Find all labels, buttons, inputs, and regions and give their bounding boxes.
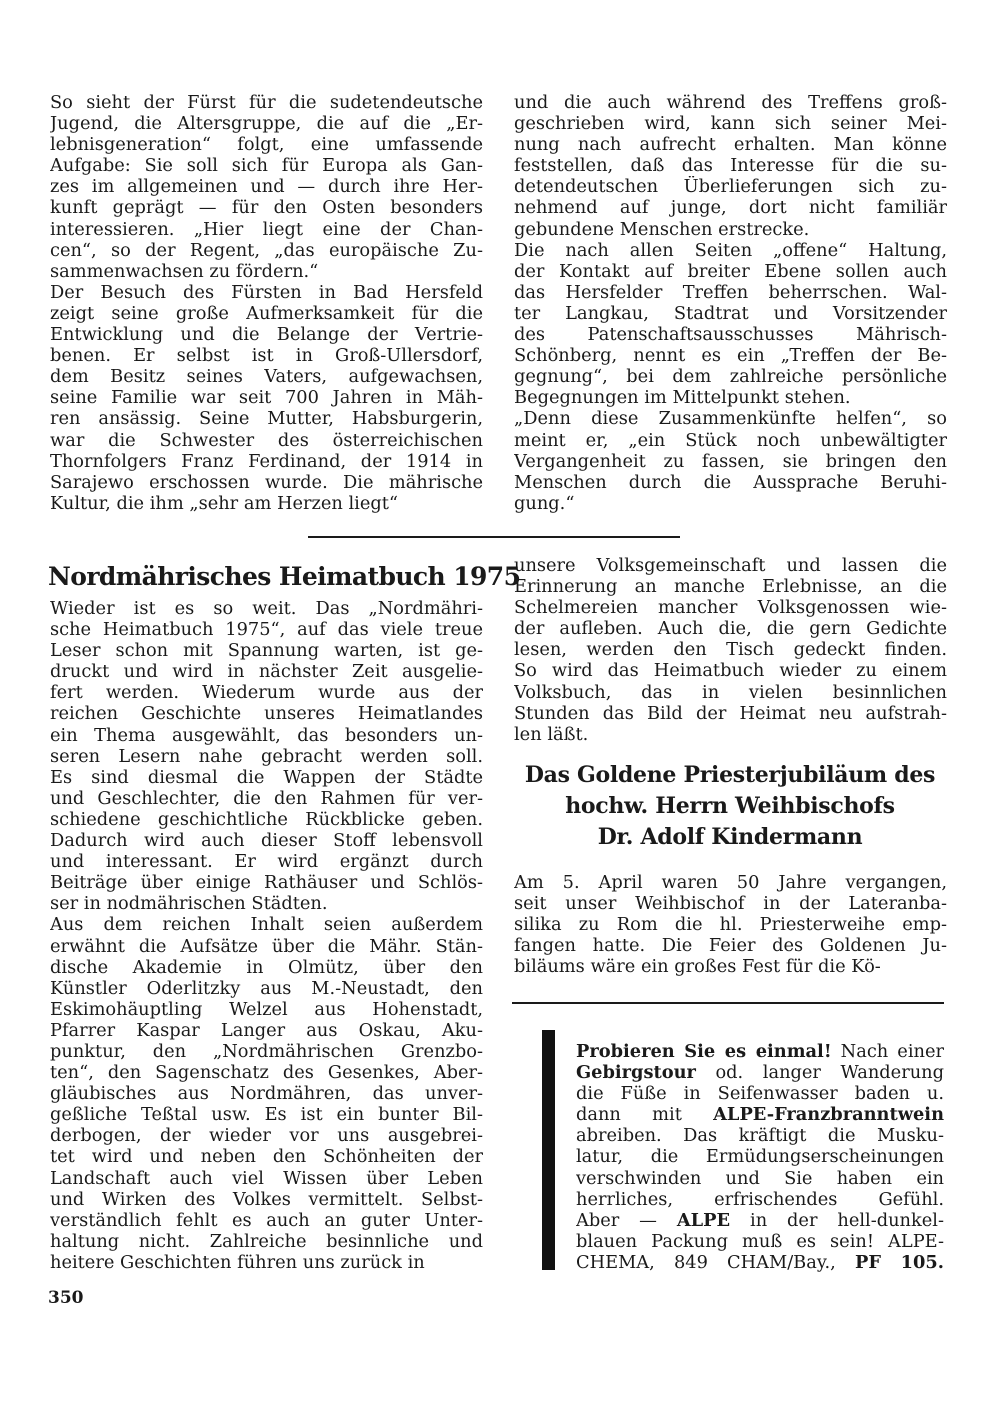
ad-black-bar	[542, 1030, 555, 1270]
text-line: dische Akademie in Olmütz, über den	[50, 956, 483, 978]
ad-line: latur, die Ermüdungserscheinungen	[576, 1146, 944, 1168]
text-line: ser in nodmährischen Städten.	[50, 893, 328, 915]
text-line: ein Thema ausgewählt, das besonders un-	[50, 724, 483, 746]
text-line: gebundene Menschen erstrecke.	[514, 218, 810, 240]
heading-priesterjubilaeum	[510, 760, 950, 853]
text-line: geßliche Teßtal usw. Es ist ein bunter Bil-	[50, 1104, 483, 1126]
text-line: Pfarrer Kaspar Langer aus Oskau, Aku-	[50, 1019, 483, 1041]
text-line: zeigt seine große Aufmerksamkeit für die	[50, 302, 483, 324]
text-line: Kultur, die ihm „sehr am Herzen liegt“	[50, 492, 398, 514]
text-line: reichen Geschichte unseres Heimatlandes	[50, 703, 483, 725]
text-line: Schönberg, nennt es ein „Treffen der Be-	[514, 345, 947, 367]
text-line: lesen, werden den Tisch gedeckt finden.	[514, 639, 947, 661]
text-line: Es sind diesmal die Wappen der Städte	[50, 766, 483, 788]
text-line: Erinnerung an manche Erlebnisse, an die	[514, 576, 947, 598]
text-line: Leser schon mit Spannung warten, ist ge-	[50, 640, 483, 662]
text-line: kunft geprägt — für den Osten besonders	[50, 197, 483, 219]
text-line: Aufgabe: Sie soll sich für Europa als Gan-	[50, 155, 483, 177]
text-line: benen. Er selbst ist in Groß-Ullersdorf,	[50, 345, 483, 367]
text-line: nung nach aufrecht erhalten. Man könne	[514, 134, 947, 156]
text-line: ter Langkau, Stadtrat und Vorsitzender	[514, 302, 947, 324]
ad-line: dann mit ALPE-Franzbranntwein	[576, 1104, 944, 1126]
text-line: gung.“	[514, 492, 575, 514]
alpe-advertisement	[576, 1041, 944, 1273]
ad-line: Aber — ALPE in der hell-dunkel-	[576, 1209, 944, 1231]
text-line: interessieren. „Hier liegt eine der Chan-	[50, 218, 483, 240]
text-line: Stunden das Bild der Heimat neu aufstrah-	[514, 702, 947, 724]
text-line: seit unser Weihbischof in der Lateranba-	[514, 893, 947, 915]
ad-line: Gebirgstour od. langer Wanderung	[576, 1062, 944, 1084]
text-line: ten“, den Sagenschatz des Gesenkes, Aber-	[50, 1062, 483, 1084]
text-line: meint er, „ein Stück noch unbewältigter	[514, 429, 947, 451]
text-line: Aus dem reichen Inhalt seien außerdem	[50, 914, 483, 936]
text-line: und interessant. Er wird ergänzt durch	[50, 851, 483, 873]
article2-divider-rule	[512, 1002, 944, 1004]
text-line: Vergangenheit zu fassen, sie bringen den	[514, 450, 947, 472]
text-line: geschrieben wird, kann sich seiner Mei-	[514, 113, 947, 135]
text-line: der aufleben. Auch die, die gern Gedichte	[514, 618, 947, 640]
text-line: Eskimohäuptling Welzel aus Hohenstadt,	[50, 998, 483, 1020]
text-line: fert werden. Wiederum wurde aus der	[50, 682, 483, 704]
text-line: So sieht der Fürst für die sudetendeutsche	[50, 92, 483, 113]
ad-line: verschwinden und Sie haben ein	[576, 1167, 944, 1189]
text-line: unsere Volksgemeinschaft und lassen die	[514, 555, 947, 576]
text-line: erwähnt die Aufsätze über die Mähr. Stän-	[50, 935, 483, 957]
text-line: haltung nicht. Zahlreiche besinnliche und	[50, 1230, 483, 1252]
text-line: Die nach allen Seiten „offene“ Haltung,	[514, 239, 947, 261]
text-line: derbogen, der wieder vor uns ausgebrei-	[50, 1125, 483, 1147]
text-line: silika zu Rom die hl. Priesterweihe emp-	[514, 914, 947, 936]
text-line: len läßt.	[514, 723, 589, 745]
text-line: Begegnungen im Mittelpunkt stehen.	[514, 387, 851, 409]
text-line: druckt und wird in nächster Zeit ausgelie-	[50, 661, 483, 683]
heading2-line: Dr. Adolf Kindermann	[597, 824, 863, 850]
ad-line: abreiben. Das kräftigt die Musku-	[576, 1125, 944, 1147]
ad-line: die Füße in Seifenwasser baden u.	[576, 1083, 944, 1105]
text-line: zes im allgemeinen und — durch ihre Her-	[50, 176, 483, 198]
text-line: Beiträge über einige Rathäuser und Schlös-	[50, 872, 483, 894]
text-line: Sarajewo erschossen wurde. Die mährische	[50, 471, 483, 493]
text-line: und Geschlechter, die den Rahmen für ver-	[50, 787, 483, 809]
text-line: detendeutschen Überlieferungen sich zu-	[514, 176, 947, 198]
heading2-line: hochw. Herrn Weihbischofs	[565, 793, 895, 819]
ad-line: Probieren Sie es einmal! Nach einer	[576, 1041, 944, 1062]
text-line: Jugend, die Altersgruppe, die auf die „Er-	[50, 113, 483, 135]
text-line: seren Lesern nahe gebracht werden soll.	[50, 745, 483, 767]
text-line: des Patenschaftsausschusses Mährisch-	[514, 324, 947, 346]
text-line: nehmend auf junge, dort nicht familiär	[514, 197, 947, 219]
ad-line: herrliches, erfrischendes Gefühl.	[576, 1188, 944, 1210]
text-line: Thornfolgers Franz Ferdinand, der 1914 in	[50, 450, 483, 472]
text-line: verständlich fehlt es auch an guter Unter-	[50, 1209, 483, 1231]
text-line: gläubisches aus Nordmähren, das unver-	[50, 1083, 483, 1105]
article2-column	[514, 872, 947, 977]
text-line: biläums wäre ein großes Fest für die Kö-	[514, 956, 881, 978]
text-line: seine Familie war seit 700 Jahren in Mäh-	[50, 387, 483, 409]
text-line: Menschen durch die Aussprache Beruhi-	[514, 471, 947, 493]
text-line: war die Schwester des österreichischen	[50, 429, 483, 451]
text-line: Wieder ist es so weit. Das „Nordmähri-	[50, 598, 483, 619]
text-line: und die auch während des Treffens groß-	[514, 92, 947, 113]
text-line: punktur, den „Nordmährischen Grenzbo-	[50, 1040, 483, 1062]
text-line: der Kontakt auf breiter Ebene sollen auch	[514, 260, 947, 282]
heading2-line: Das Goldene Priesterjubiläum des	[524, 762, 936, 788]
text-line: So wird das Heimatbuch wieder zu einem	[514, 660, 947, 682]
page-number: 350	[48, 1288, 84, 1308]
text-line: sche Heimatbuch 1975“, auf das viele treue	[50, 619, 483, 641]
top-right-column	[514, 92, 947, 514]
text-line: Landschaft auch viel Wissen über Leben	[50, 1167, 483, 1189]
text-line: Dadurch wird auch dieser Stoff lebensvoll	[50, 830, 483, 852]
text-line: Volksbuch, das in vielen besinnlichen	[514, 681, 947, 703]
section-divider-rule	[308, 536, 680, 538]
text-line: Am 5. April waren 50 Jahre vergangen,	[514, 872, 947, 893]
top-left-column	[50, 92, 483, 514]
text-line: Der Besuch des Fürsten in Bad Hersfeld	[50, 281, 483, 303]
text-line: feststellen, daß das Interesse für die su-	[514, 155, 947, 177]
text-line: gegnung“, bei dem zahlreiche persönliche	[514, 366, 947, 388]
text-line: cen“, so der Regent, „das europäische Zu-	[50, 239, 483, 261]
text-line: ren ansässig. Seine Mutter, Habsburgerin,	[50, 408, 483, 430]
article1-right-column	[514, 555, 947, 745]
article1-left-column	[50, 598, 483, 1273]
text-line: Schelmereien mancher Volksgenossen wie-	[514, 597, 947, 619]
heading-nordmaehrisches-heimatbuch: Nordmährisches Heimatbuch 1975	[48, 562, 521, 591]
text-line: dem Besitz seines Vaters, aufgewachsen,	[50, 366, 483, 388]
text-line: heitere Geschichten führen uns zurück in	[50, 1251, 425, 1273]
text-line: fangen hatte. Die Feier des Goldenen Ju-	[514, 935, 947, 957]
text-line: schiedene geschichtliche Rückblicke geben.	[50, 808, 483, 830]
text-line: das Hersfelder Treffen beherrschen. Wal-	[514, 281, 947, 303]
text-line: Künstler Oderlitzky aus M.-Neustadt, den	[50, 977, 483, 999]
text-line: lebnisgeneration“ folgt, eine umfassende	[50, 134, 483, 156]
text-line: „Denn diese Zusammenkünfte helfen“, so	[514, 408, 947, 430]
text-line: Entwicklung und die Belange der Vertrie-	[50, 324, 483, 346]
ad-line: blauen Packung muß es sein! ALPE-	[576, 1230, 944, 1252]
ad-line: CHEMA, 849 CHAM/Bay., PF 105.	[576, 1251, 944, 1273]
text-line: tet wird und neben den Schönheiten der	[50, 1146, 483, 1168]
text-line: sammenwachsen zu fördern.“	[50, 260, 319, 282]
text-line: und Wirken des Volkes vermittelt. Selbst-	[50, 1188, 483, 1210]
